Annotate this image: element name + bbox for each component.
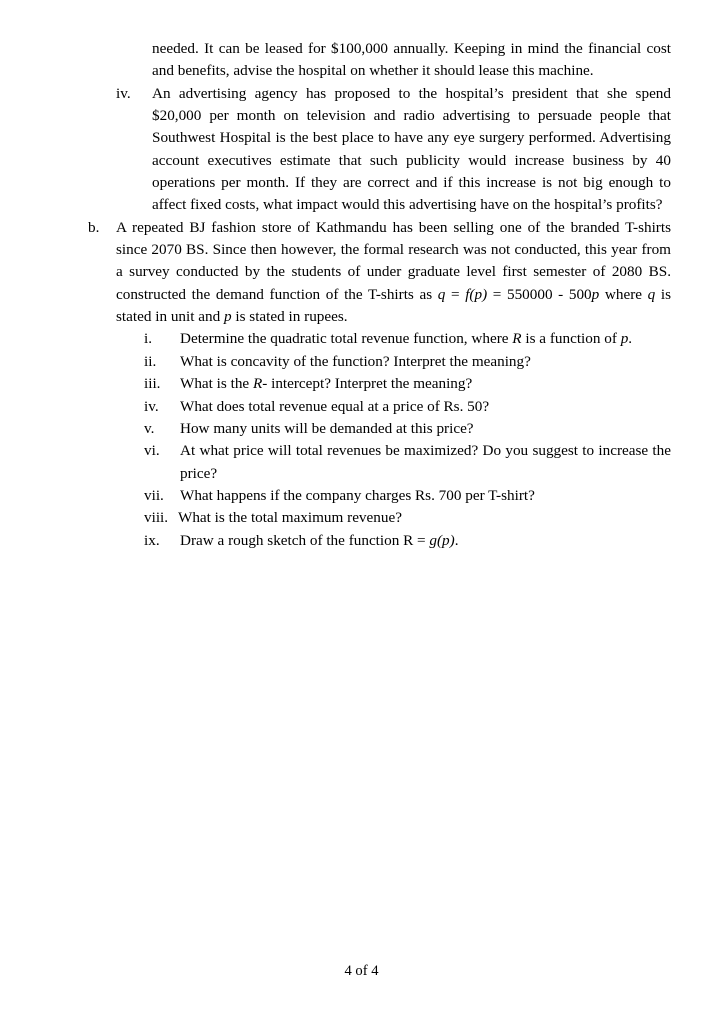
list-item-italic-1: R (512, 330, 522, 348)
item-b-marker: b. (88, 218, 100, 236)
list-item (144, 396, 671, 418)
list-item-text (180, 418, 671, 440)
document-body (52, 38, 671, 552)
list-item (144, 328, 671, 350)
list-marker: i. (144, 330, 153, 348)
equation-eq2: = 550000 - 500 (487, 285, 592, 303)
list-item-text-pre: What is the (180, 375, 253, 393)
list-item-text (178, 507, 671, 529)
list-marker: vi. (144, 442, 160, 460)
list-item-text: An advertising agency has proposed to the hospital’s president that she spend $20,000 per month on television and radio advertising to persuade people that Southwest Hospital is the best place to have any eye surgery performed. Advertising account executives estimate that such publicity would increase business by 40 operations per month. If they are correct and if this increase is not big enough to affect fixed costs, what impact would this advertising have on the hospital’s profits? (152, 84, 671, 214)
list-item (144, 373, 671, 395)
item-b-text-part3: is stated in unit and (116, 285, 671, 326)
list-item-text-pre: Draw a rough sketch of the function R = (180, 531, 430, 549)
equation-eq1: = (445, 285, 466, 303)
item-b-text-part2: where (599, 285, 648, 303)
item-b-content (116, 217, 671, 552)
list-marker: v. (144, 419, 155, 437)
list-item-text-pre: What is the total maximum revenue? (178, 509, 402, 527)
page-footer: 4 of 4 (344, 963, 379, 979)
item-b-text-part4: is stated in rupees. (231, 308, 348, 326)
list-item-text (180, 328, 671, 350)
list-item-text (180, 530, 671, 552)
list-item-text-mid: - intercept? Interpret the meaning? (262, 375, 473, 393)
list-item (144, 440, 671, 485)
list-marker: ii. (144, 352, 157, 370)
list-item-text-pre: How many units will be demanded at this price? (180, 419, 474, 437)
list-item-italic-1: g(p) (429, 531, 455, 549)
list-item-text-pre: What does total revenue equal at a price of Rs. 50? (180, 397, 490, 415)
list-marker: iii. (144, 375, 161, 393)
continuation-paragraph: needed. It can be leased for $100,000 annually. Keeping in mind the financial cost and benefits, advise the hospital on whether it should lease this machine. (152, 40, 671, 80)
list-item (144, 507, 671, 529)
equation-q: q (437, 285, 446, 303)
list-marker: vii. (144, 486, 164, 504)
continuation-paragraph-block (152, 38, 671, 83)
list-item-text-mid: . (454, 531, 459, 549)
list-item-italic-2: p (620, 330, 629, 348)
list-marker: viii. (144, 509, 169, 527)
equation-p2: p (223, 308, 232, 326)
equation-q2: q (647, 285, 656, 303)
equation-p: p (591, 285, 600, 303)
item-b-paragraph (116, 217, 671, 329)
item-b-text-part1: A repeated BJ fashion store of Kathmandu has been selling one of the branded T-shirts since 2070 BS. Since then however, the formal research was not conducted, this year from a survey conducted by the students of under graduate level first semester of 2080 BS. constructed the demand function of the T-shirts as (116, 218, 671, 303)
list-item-italic-1: R (252, 375, 263, 393)
list-marker: ix. (144, 531, 160, 549)
list-item-text-pre: At what price will total revenues be maximized? Do you suggest to increase the price? (180, 442, 671, 482)
item-a-roman-list (116, 83, 671, 217)
list-item (144, 530, 671, 552)
list-item-text (180, 440, 671, 485)
list-item-text (180, 396, 671, 418)
list-marker: iv. (116, 84, 131, 102)
list-item-text-mid: is a function of (521, 330, 621, 348)
list-item-text-pre: What is concavity of the function? Interpret the meaning? (180, 352, 531, 370)
list-item (116, 83, 671, 217)
equation-fp: f(p) (465, 285, 488, 303)
list-item-text-pre: What happens if the company charges Rs. 700 per T-shirt? (180, 486, 535, 504)
list-item (144, 418, 671, 440)
item-b (88, 217, 671, 552)
list-item-text (180, 485, 671, 507)
list-item-text-post: . (628, 330, 633, 348)
item-b-sub-list (144, 328, 671, 551)
list-item (144, 485, 671, 507)
list-item-text-pre: Determine the quadratic total revenue function, where (180, 330, 513, 348)
list-marker: iv. (144, 397, 159, 415)
list-item-text (180, 373, 671, 395)
list-item (144, 351, 671, 373)
list-item-text (180, 351, 671, 373)
